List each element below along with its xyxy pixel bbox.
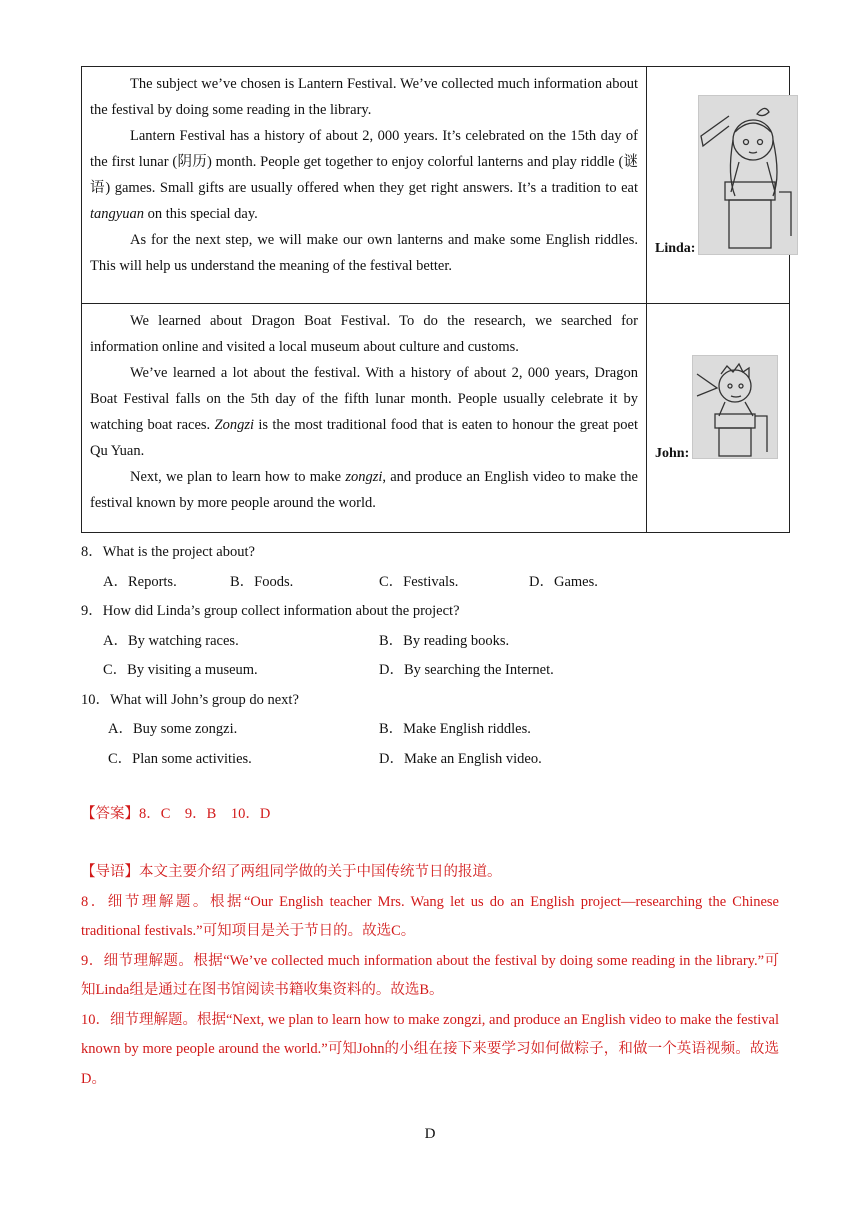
q10-option-d[interactable]: D．Make an English video.: [379, 750, 542, 767]
john-text-cell: [82, 304, 647, 533]
q8-option-d[interactable]: D．Games.: [529, 573, 598, 590]
explanation-q9: 9．细节理解题。根据“We’ve collected much information about the festival by doing some reading in the library.”可知Linda组是通过在图书馆阅读书籍收集资料的。故选B。: [81, 952, 779, 998]
answer-key: 【答案】8．C 9．B 10．D: [81, 806, 271, 822]
question-10-options-row2: [81, 745, 789, 775]
john-p3-text-a: Next, we plan to learn how to make: [130, 469, 346, 485]
question-8-options: [81, 568, 789, 598]
question-10-options-row1: [81, 715, 789, 745]
question-9-options-row2: [81, 656, 789, 686]
speaker-label-john: John:: [655, 446, 690, 461]
question-9-stem: 9．How did Linda’s group collect information about the project?: [81, 603, 460, 619]
explanation-intro: 【导语】本文主要介绍了两组同学做的关于中国传统节日的报道。: [81, 864, 502, 880]
john-p1-text: We learned about Dragon Boat Festival. To do the research, we searched for information online and visited a local museum about culture and customs.: [90, 313, 638, 355]
q9-option-a[interactable]: A．By watching races.: [103, 632, 239, 649]
john-paragraph-2: [90, 360, 638, 464]
linda-p2-italic-tangyuan: tangyuan: [90, 206, 144, 222]
john-p3-italic-zongzi: zongzi: [345, 469, 383, 485]
passage-row-john: [82, 304, 790, 533]
explanation-block: [81, 858, 779, 1094]
linda-paragraph-1: [90, 71, 638, 123]
john-illustration: [692, 355, 778, 459]
q8-option-b[interactable]: B．Foods.: [230, 573, 294, 590]
questions-block: [81, 538, 789, 774]
passage-table: [81, 66, 790, 533]
q9-option-d[interactable]: D．By searching the Internet.: [379, 662, 554, 678]
reading-passage: [81, 66, 789, 533]
q10-option-a[interactable]: A．Buy some zongzi.: [108, 721, 238, 737]
linda-paragraph-2: [90, 123, 638, 227]
john-side-cell: [647, 304, 790, 533]
explanation-q8: 8．细节理解题。根据“Our English teacher Mrs. Wang let us do an English project—researching the Chinese traditional festivals.”可知项目是关于节日的。故选C。: [81, 893, 779, 939]
passage-row-linda: [82, 67, 790, 304]
boy-at-podium-icon: [693, 356, 777, 458]
linda-side-cell: [647, 67, 790, 304]
q8-option-a[interactable]: A．Reports.: [103, 573, 177, 590]
linda-p2-text-b: on this special day.: [143, 206, 258, 222]
q10-option-c[interactable]: C．Plan some activities.: [108, 750, 252, 767]
q8-option-c[interactable]: C．Festivals.: [379, 573, 459, 590]
john-paragraph-3: [90, 464, 638, 516]
john-p3-text-b: , and produce an English video to make the festival known by more people around the world.: [90, 469, 638, 511]
linda-illustration: [698, 95, 798, 255]
page-footer-letter: D: [424, 1126, 436, 1142]
john-paragraph-1: [90, 308, 638, 360]
question-10-stem: 10．What will John’s group do next?: [81, 691, 299, 708]
girl-at-podium-icon: [699, 96, 797, 254]
question-8-stem: 8．What is the project about?: [81, 544, 255, 560]
john-p2-italic-zongzi: Zongzi: [214, 417, 254, 433]
linda-p1-text: The subject we’ve chosen is Lantern Festival. We’ve collected much information about the festival by doing some reading in the library.: [90, 76, 638, 118]
q9-option-c[interactable]: C．By visiting a museum.: [103, 662, 258, 678]
linda-p3-text: As for the next step, we will make our own lanterns and make some English riddles. This will help us understand the meaning of the festival better.: [90, 232, 638, 274]
john-p2-text-b: is the most traditional food that is eaten to honour the great poet Qu Yuan.: [90, 417, 638, 459]
question-9-options-row1: [81, 627, 789, 657]
q9-option-b[interactable]: B．By reading books.: [379, 632, 510, 649]
explanation-q10: 10．细节理解题。根据“Next, we plan to learn how to make zongzi, and produce an English video to make the festival known by more people around the world.”可知John的小组在接下来要学习如何做粽子，和做一个英语视频。故选D。: [81, 1011, 779, 1087]
q10-option-b[interactable]: B．Make English riddles.: [379, 721, 531, 737]
linda-text-cell: [82, 67, 647, 304]
speaker-label-linda: Linda:: [655, 241, 696, 256]
john-p2-text-a: We’ve learned a lot about the festival. With a history of about 2, 000 years, Dragon Boat Festival falls on the 5th day of the fifth lunar month. People usually celebrate it by watching boat races.: [90, 365, 638, 433]
linda-paragraph-3: [90, 227, 638, 279]
linda-p2-text-a: Lantern Festival has a history of about 2, 000 years. It’s celebrated on the 15th day of the first lunar (阴历) month. People get together to enjoy colorful lanterns and play riddle (谜语) games. Small gifts are usually offered when they get right answers. It’s a tradition to eat: [90, 128, 638, 196]
